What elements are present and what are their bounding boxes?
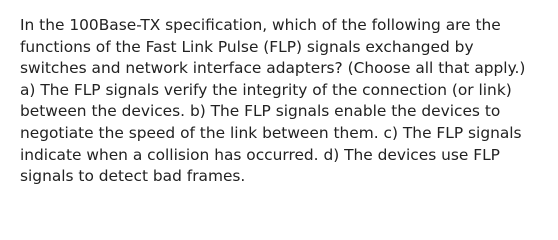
question-text: In the 100Base-TX specification, which of the following are the functions of the Fast Link Pulse (FLP) signals exchanged by switches and network interface adapters? (Choose all that apply.) a) The FLP signals verify the integrity of the connection (or link) between the devices. b) The FLP signals enable the devices to negotiate the speed of the link between them. c) The FLP signals indicate when a collision has occurred. d) The devices use FLP signals to detect bad frames. <box>20 16 526 186</box>
